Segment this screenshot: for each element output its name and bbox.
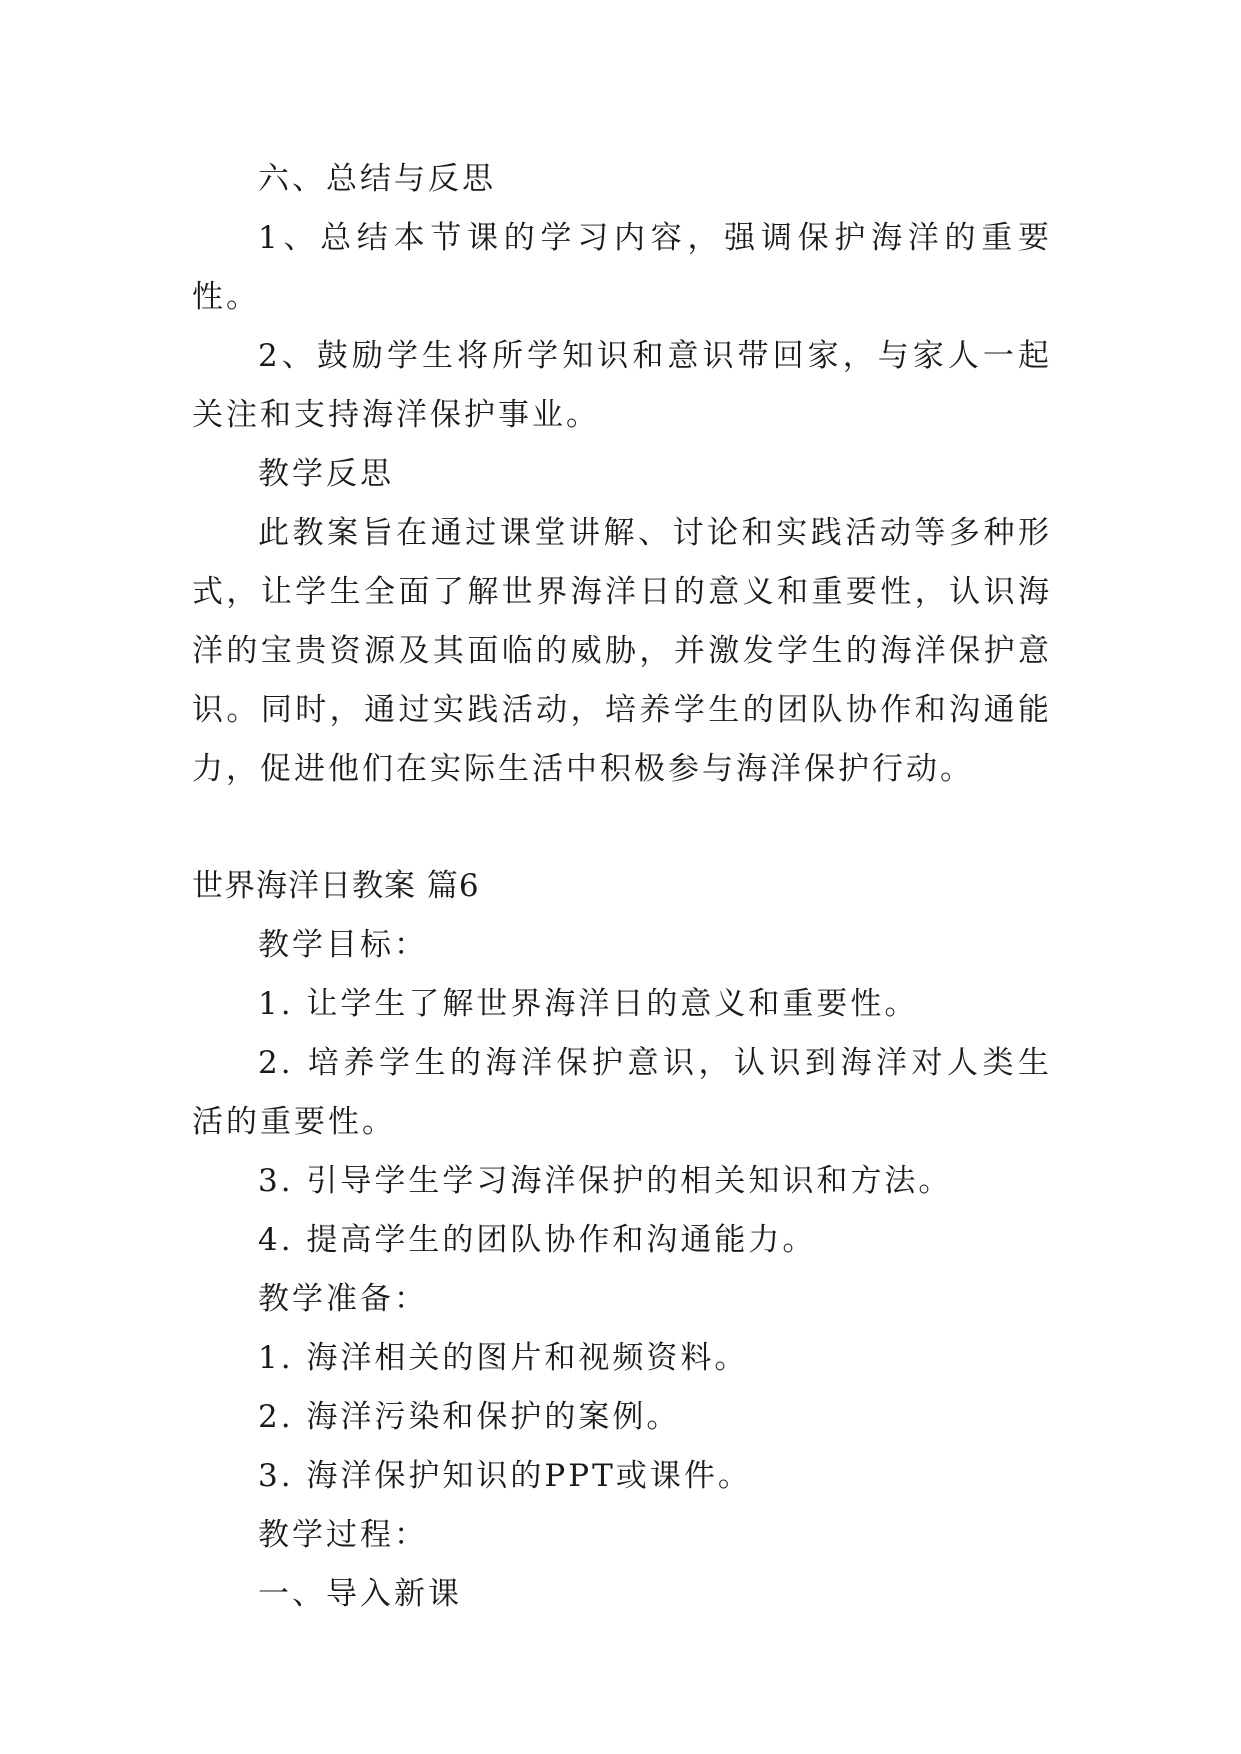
heading-teaching-process: 教学过程： <box>258 1517 428 1553</box>
list-item: 2. 培养学生的海洋保护意识，认识到海洋对人类生活的重要性。 <box>192 1045 1052 1140</box>
list-item: 3. 引导学生学习海洋保护的相关知识和方法。 <box>258 1163 953 1199</box>
section-title: 世界海洋日教案 篇6 <box>192 868 480 904</box>
heading-teaching-preparation: 教学准备： <box>258 1281 428 1317</box>
heading-teaching-goals: 教学目标： <box>258 927 428 963</box>
list-item: 3. 海洋保护知识的PPT或课件。 <box>258 1458 752 1494</box>
paragraph: 此教案旨在通过课堂讲解、讨论和实践活动等多种形式，让学生全面了解世界海洋日的意义和重要性，认识海洋的宝贵资源及其面临的威胁，并激发学生的海洋保护意识。同时，通过实践活动，培养学生的团队协作和沟通能力，促进他们在实际生活中积极参与海洋保护行动。 <box>192 515 1052 787</box>
list-item: 1. 海洋相关的图片和视频资料。 <box>258 1340 749 1376</box>
heading-teaching-reflection: 教学反思 <box>258 456 394 492</box>
list-item: 1. 让学生了解世界海洋日的意义和重要性。 <box>258 986 919 1022</box>
list-item: 4. 提高学生的团队协作和沟通能力。 <box>258 1222 817 1258</box>
document-body <box>192 150 1052 1624</box>
paragraph: 2、鼓励学生将所学知识和意识带回家，与家人一起关注和支持海洋保护事业。 <box>192 338 1052 433</box>
paragraph: 1、总结本节课的学习内容，强调保护海洋的重要性。 <box>192 220 1052 315</box>
heading-summary-reflection: 六、总结与反思 <box>258 161 496 197</box>
heading-introduction: 一、导入新课 <box>258 1576 462 1612</box>
list-item: 2. 海洋污染和保护的案例。 <box>258 1399 681 1435</box>
